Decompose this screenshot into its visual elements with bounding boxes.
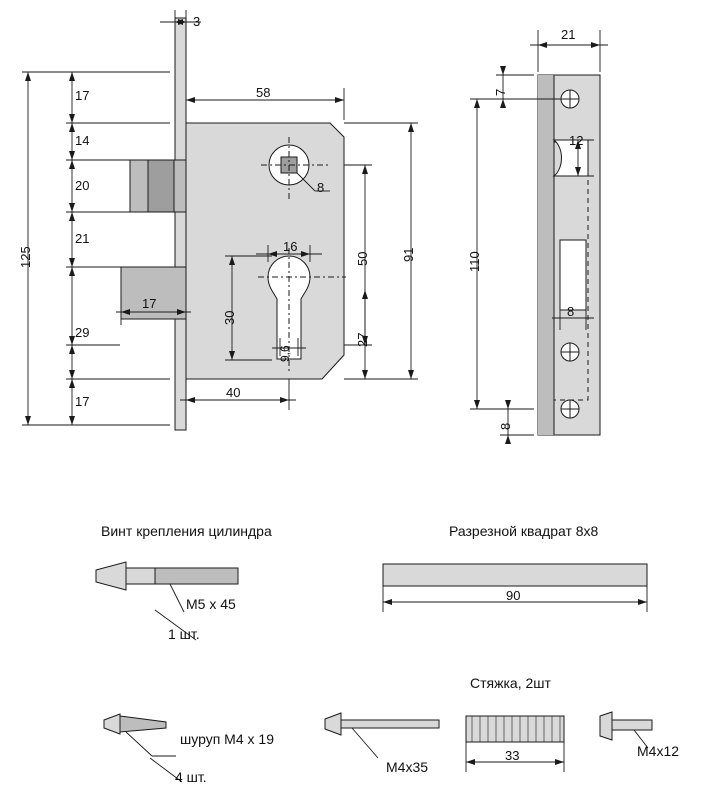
dim-27: 27 — [355, 332, 370, 347]
dim-91: 91 — [401, 247, 416, 262]
connector-screw-part — [325, 713, 439, 758]
split-spindle-length: 90 — [506, 588, 521, 603]
wood-screw-qty: 4 шт. — [175, 769, 207, 785]
dim-20: 20 — [75, 178, 90, 193]
dim-8-slot: 8 — [567, 304, 575, 319]
cylinder-screw-title: Винт крепления цилиндра — [101, 523, 272, 539]
dim-17-bolt: 17 — [142, 296, 157, 311]
dim-7: 7 — [493, 88, 508, 96]
dim-14: 14 — [75, 133, 90, 148]
dim-16: 16 — [283, 239, 298, 254]
dim-17-bottom: 17 — [75, 394, 90, 409]
dim-29: 29 — [75, 325, 90, 340]
cylinder-screw-spec: M5 x 45 — [186, 596, 236, 612]
dim-125: 125 — [18, 246, 33, 268]
dim-17-top: 17 — [75, 88, 90, 103]
connector-cap-spec: M4x12 — [637, 743, 680, 759]
wood-screw-spec: шуруп M4 х 19 — [180, 731, 274, 747]
dead-bolt — [121, 267, 186, 319]
connector-sleeve-length: 33 — [505, 748, 520, 763]
faceplate-edge — [538, 75, 554, 435]
cylinder-screw-qty: 1 шт. — [168, 626, 200, 642]
dim-9-6: 9,6 — [278, 345, 292, 362]
lock-body-outline — [186, 123, 344, 379]
dim-3: 3 — [193, 14, 201, 29]
split-spindle-title: Разрезной квадрат 8х8 — [449, 523, 599, 539]
wood-screw-part — [104, 714, 182, 782]
connector-title: Стяжка, 2шт — [470, 675, 551, 691]
dim-8-bottom: 8 — [498, 422, 513, 430]
connector-sleeve-part — [466, 716, 564, 772]
dim-58: 58 — [256, 85, 271, 100]
dim-40: 40 — [226, 385, 241, 400]
dim-50: 50 — [355, 251, 370, 266]
dim-21-side: 21 — [561, 27, 576, 42]
dim-21: 21 — [75, 231, 90, 246]
latch-bolt-face — [148, 160, 174, 212]
bolt-slot — [560, 240, 586, 310]
connector-screw-spec: M4x35 — [386, 759, 429, 775]
faceplate-strip — [175, 18, 186, 430]
dim-8-spindle: 8 — [317, 180, 325, 195]
dim-12: 12 — [569, 133, 584, 148]
dim-30: 30 — [222, 310, 237, 325]
dim-110: 110 — [467, 251, 482, 272]
